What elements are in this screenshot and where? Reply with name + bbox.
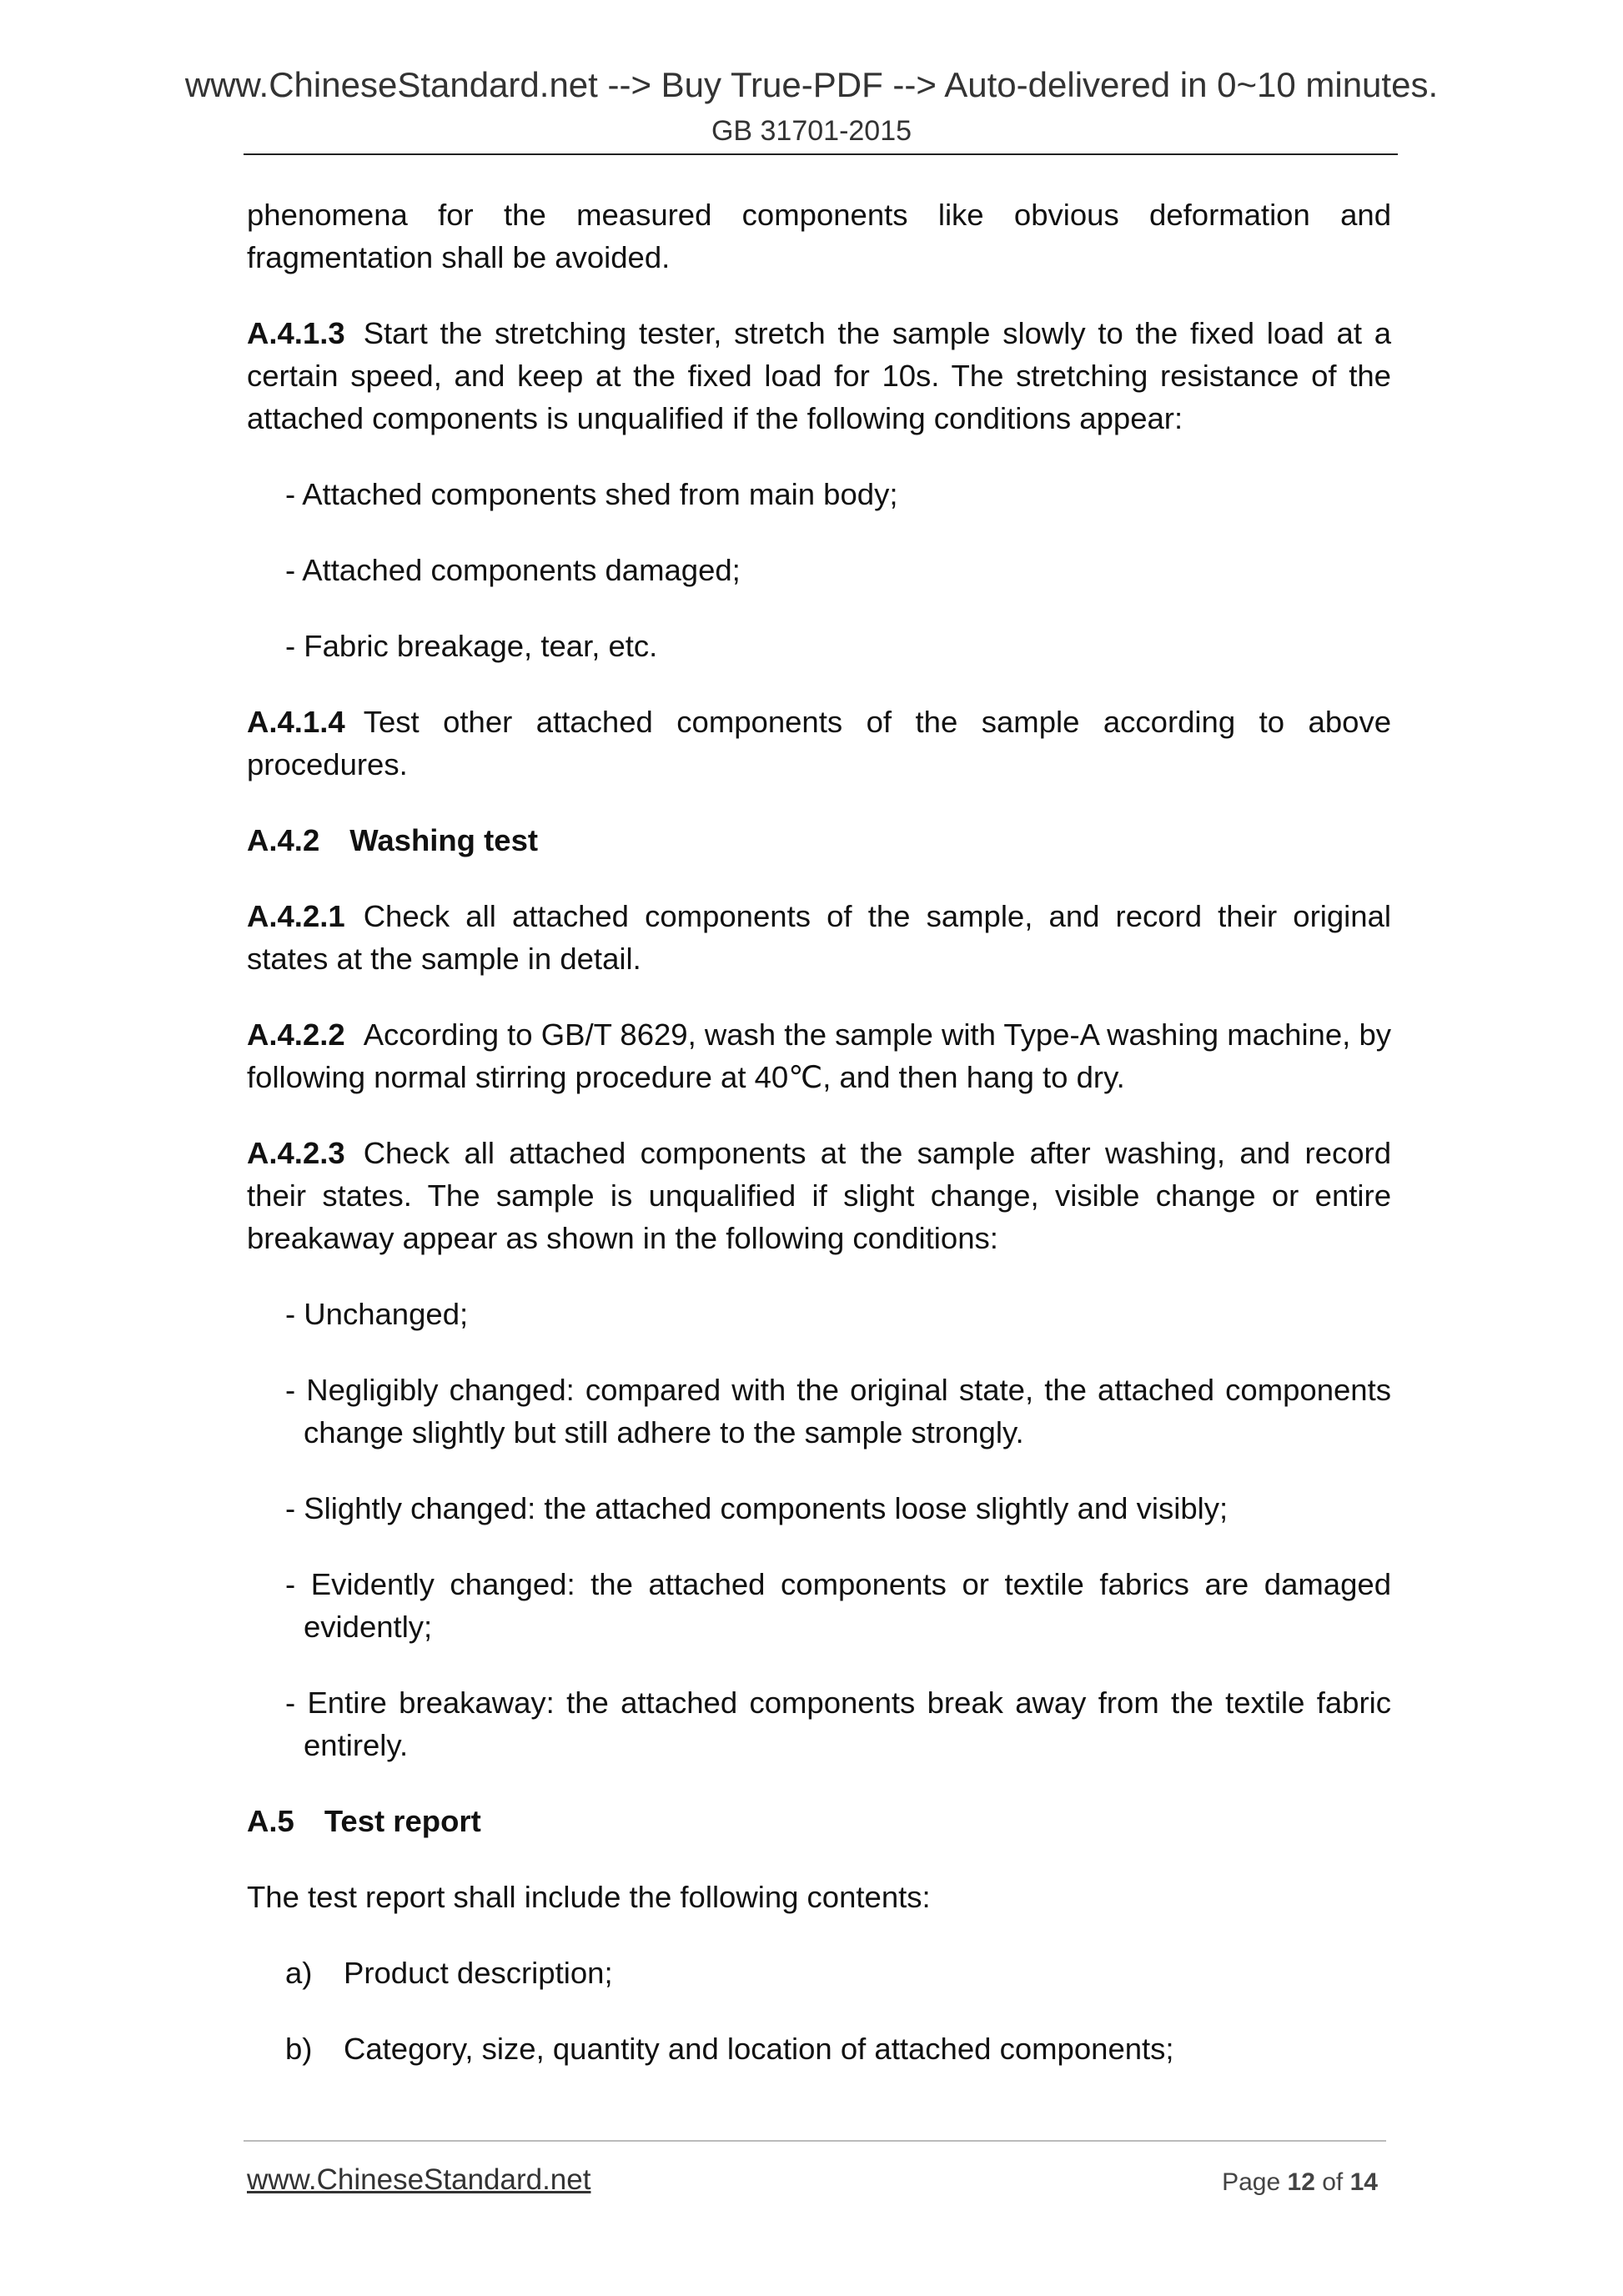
list-marker: b)	[285, 2032, 313, 2066]
list-text: Product description;	[344, 1956, 613, 1990]
list-item: - Unchanged;	[285, 1297, 469, 1331]
list-item: - Entire breakaway: the attached components break away from the textile fabric entirely.	[285, 1686, 1391, 1762]
list-item: - Evidently changed: the attached components or textile fabrics are damaged evidently;	[285, 1567, 1391, 1644]
clause-number: A.4.2.2	[247, 1017, 345, 1052]
clause-a4-2-3	[247, 1132, 1391, 1259]
clause-a4-2-2	[247, 1013, 1391, 1098]
clause-a4-1-3	[247, 312, 1391, 440]
clause-text: Start the stretching tester, stretch the sample slowly to the fixed load at a certain speed, and keep at the fixed load for 10s. The stretching resistance of the attached components is unqualified if the following conditions appear:	[247, 316, 1391, 435]
clause-text: According to GB/T 8629, wash the sample with Type-A washing machine, by following normal stirring procedure at 40℃, and then hang to dry.	[247, 1017, 1391, 1094]
report-intro: The test report shall include the following contents:	[247, 1880, 931, 1914]
page-total: 14	[1349, 2168, 1378, 2196]
page-label: Page	[1222, 2168, 1281, 2196]
header-banner[interactable]: www.ChineseStandard.net --> Buy True-PDF --> Auto-delivered in 0~10 minutes.	[184, 65, 1439, 104]
section-number: A.5	[247, 1804, 294, 1838]
header-rule	[244, 153, 1398, 155]
paragraph-continuation: phenomena for the measured components like obvious deformation and fragmentation shall be avoided.	[247, 198, 1391, 274]
list-item: - Attached components damaged;	[285, 553, 741, 587]
standard-number: GB 31701-2015	[711, 115, 912, 147]
list-item: - Attached components shed from main body;	[285, 477, 898, 511]
list-item: - Fabric breakage, tear, etc.	[285, 629, 658, 663]
footer-website-link[interactable]: www.ChineseStandard.net	[247, 2163, 591, 2196]
list-marker: a)	[285, 1956, 313, 1990]
clause-number: A.4.2.1	[247, 899, 345, 933]
footer-rule	[244, 2140, 1386, 2142]
clause-a4-1-4	[247, 701, 1391, 786]
section-number: A.4.2	[247, 823, 320, 857]
clause-number: A.4.1.4	[247, 705, 345, 739]
page-number	[1222, 2168, 1378, 2197]
list-item: - Negligibly changed: compared with the original state, the attached components change slightly but still adhere to the sample strongly.	[285, 1373, 1391, 1449]
clause-text: Test other attached components of the sample according to above procedures.	[247, 705, 1391, 781]
clause-number: A.4.1.3	[247, 316, 345, 350]
section-heading-a4-2	[247, 819, 1391, 862]
list-item: - Slightly changed: the attached components loose slightly and visibly;	[285, 1491, 1229, 1525]
section-heading-a5	[247, 1800, 1391, 1842]
list-item	[247, 2027, 1391, 2070]
page-current: 12	[1287, 2168, 1315, 2196]
page-of: of	[1322, 2168, 1344, 2196]
section-title: Washing test	[349, 823, 539, 857]
list-text: Category, size, quantity and location of attached components;	[344, 2032, 1174, 2066]
section-title: Test report	[324, 1804, 481, 1838]
clause-text: Check all attached components of the sample, and record their original states at the sample in detail.	[247, 899, 1391, 976]
document-body	[247, 193, 1391, 2103]
clause-number: A.4.2.3	[247, 1136, 345, 1170]
clause-text: Check all attached components at the sample after washing, and record their states. The sample is unqualified if slight change, visible change or entire breakaway appear as shown in the following conditions:	[247, 1136, 1391, 1255]
list-item	[247, 1952, 1391, 1994]
clause-a4-2-1	[247, 895, 1391, 980]
